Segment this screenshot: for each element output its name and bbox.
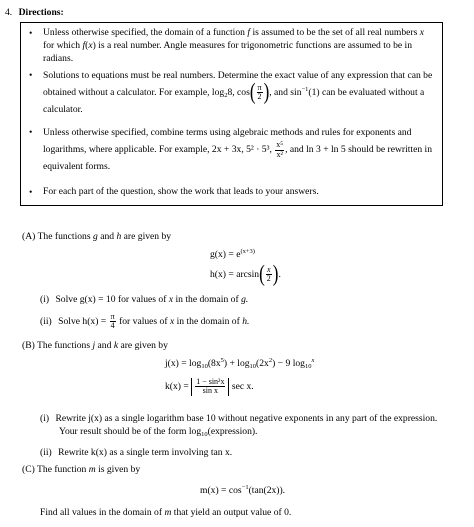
b3-fraction: $\frac{\text{x⁵}}{\text{x²}}$ [276,140,284,159]
h-definition: h(x) = arcsin( $\frac{x}{2}$ ). [210,260,281,287]
direction-show-work [43,185,435,198]
b3-text: Unless otherwise specified, combine terms using algebraic methods and rules for exponents and [43,127,412,138]
partC-find: Find all values in the domain of m that yield an output value of 0. [40,507,292,518]
partC-label: (C) [22,464,35,475]
g-definition: $g(x) = e^{(x+3)}$ [210,248,255,260]
b2-log-arg: 8, [227,86,235,98]
b2-sin: sin [290,86,302,98]
partA-label: (A) [22,231,36,242]
b3-line2a: logarithms, where applicable. For example, [43,144,210,156]
b3-expr1: 2x + 3x, [211,144,244,156]
b1-text4: is a real number. Angle measures for trigonometric functions are assumed to be in radians. [43,40,413,65]
b1-text3: for which [43,40,81,52]
b2-tail: calculator. [43,103,83,115]
partB-ii: (ii) Rewrite k(x) as a single term involving tan x. [40,447,233,458]
k-definition: k(x) = $\frac{\text{1 − sin²x}}{\text{sin x}}$ sec x. [165,377,254,396]
bullet-icon: • [29,28,33,39]
b2-log-base: 2 [224,91,228,99]
j-definition: $j(x) = \log_{10}(8x^5) + \log_{10}(2x^2) - 9$ $\log_{10}^x$ [165,357,315,370]
direction-combine [43,125,435,175]
b4-text: For each part of the question, show the work that leads to your answers. [43,186,319,197]
direction-domain: Unless otherwise specified, the domain of a function f is assumed to be the set of all real numbers x for which f(x) is a real number. Angle measures for trigonometric functions are assumed to be in radians. [43,27,425,65]
partB-intro: (B) The functions j and k are given by [22,340,168,351]
partC-intro: (C) The function m is given by [22,464,141,475]
b3-expr2: 5² · 5³, [246,144,272,156]
directions-box [20,22,443,206]
b3-line2c: should be rewritten in [348,144,433,156]
question-number: 4. [5,7,13,18]
b2-text: Solutions to equations must be real numbers. Determine the exact value of any expression that can be obtained without a calculator. For example, [43,70,433,98]
directions-title: Directions: [18,7,64,18]
partA-intro: (A) The functions g and h are given by [22,231,172,242]
b1-text: Unless otherwise specified, the domain of a function [43,27,245,38]
b2-cos: cos [237,86,250,98]
b2-log: log [211,86,225,98]
bullet-icon: • [29,70,33,81]
b1-text2: is assumed to be the set of all real numbers [252,27,418,38]
bullet-icon: • [29,187,33,198]
b2-inv: −1 [301,85,309,93]
partB-label: (B) [22,340,35,351]
b3-line2b: , and [285,144,304,156]
bullet-icon: • [29,127,33,138]
partA-ii: (ii) Solve h(x) = $\frac{\pi}{4}$ for values of x in the domain of h. [40,312,250,331]
b2-and: , and [269,86,288,98]
partB-i: (i) Rewrite j(x) as a single logarithm base 10 without negative exponents in any part of the expression. Your result should be of the form $\log_{10}(expression)$. [40,413,438,439]
direction-solutions: Solutions to equations must be real numbers. Determine the exact value of any expression that can be obtained without a calculator. For example, $\log_28$, cos( $\frac{\pi}{2}$ ), and $\sin^{-1}(1)$ can be evaluated without a calculator. [43,70,433,115]
question-header [5,6,64,19]
b3-expr3: ln 3 + ln 5 [306,144,346,156]
partA-i: (i) Solve g(x) = 10 for values of x in the domain of g. [40,294,249,305]
m-definition: $m(x) = \cos^{-1}(\tan(2x))$. [200,484,286,496]
b3-line3: equivalent forms. [43,161,111,173]
b2-fraction: $\frac{\pi}{2}$ [257,82,262,102]
b2-sin-arg: (1) can be evaluated without a [308,86,425,98]
